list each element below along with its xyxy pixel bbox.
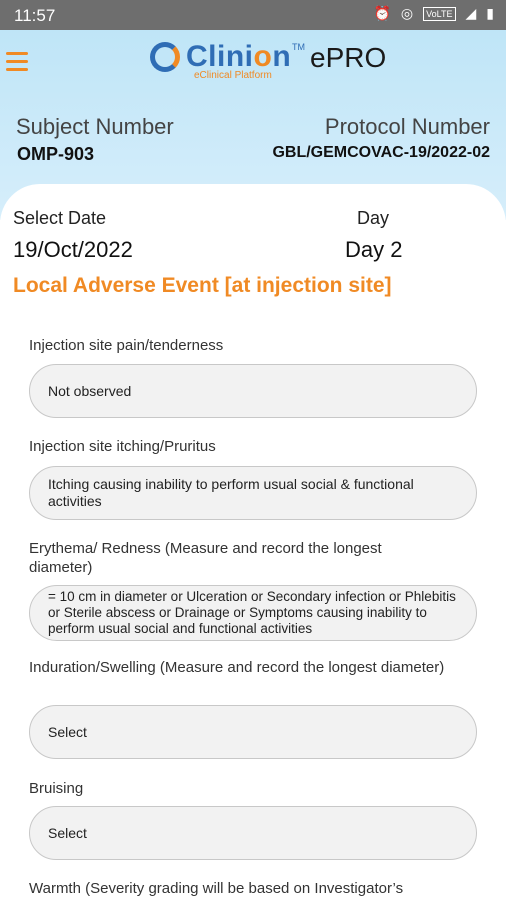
battery-icon: ▮ (486, 5, 494, 21)
question-label: Bruising (29, 780, 84, 797)
answer-field[interactable]: Select (29, 705, 477, 759)
answer-field[interactable]: Not observed (29, 364, 477, 418)
status-icons (373, 5, 494, 22)
select-date-label: Select Date (13, 208, 107, 228)
answer-field[interactable]: Select (29, 806, 477, 860)
question-label: Injection site itching/Pruritus (29, 438, 216, 455)
logo-tagline: eClinical Platform (194, 70, 272, 81)
volte-badge: VoLTE (423, 7, 455, 21)
product-name: ePRO (310, 42, 387, 73)
protocol-number-value: GBL/GEMCOVAC-19/2022-02 (272, 144, 490, 161)
hamburger-menu-icon[interactable] (6, 52, 28, 76)
question-label: Induration/Swelling (Measure and record the longest diameter) (29, 659, 445, 676)
subject-number-value: OMP-903 (17, 144, 95, 164)
question-label: Warmth (Severity grading will be based on Investigator’s (29, 880, 404, 897)
status-bar (0, 0, 506, 30)
question-label: Injection site pain/tenderness (29, 337, 224, 354)
date-value[interactable]: 19/Oct/2022 (13, 237, 133, 262)
answer-field[interactable]: = 10 cm in diameter or Ulceration or Secondary infection or Phlebitis or Sterile abscess or Drainage or Symptoms causing inability to perform usual social and functional activities (29, 585, 477, 641)
logo-mark-icon (150, 42, 180, 72)
form-content (0, 184, 506, 900)
logo-trademark: TM (292, 42, 305, 52)
alarm-icon: ⏰ (373, 5, 391, 21)
day-label: Day (357, 208, 390, 228)
day-value: Day 2 (345, 237, 403, 262)
signal-icon: ◢ (465, 5, 477, 21)
logo-wordmark: Clinion (186, 40, 292, 73)
protocol-number-label: Protocol Number (324, 114, 490, 139)
section-title: Local Adverse Event [at injection site] (13, 274, 392, 297)
question-label: Erythema/ Redness (Measure and record the longest diameter) (29, 540, 382, 576)
answer-field[interactable]: Itching causing inability to perform usual social & functional activities (29, 466, 477, 520)
status-time: 11:57 (14, 6, 56, 25)
subject-number-label: Subject Number (16, 114, 174, 139)
hotspot-icon: ◎ (400, 5, 414, 21)
clinion-logo (150, 40, 305, 81)
